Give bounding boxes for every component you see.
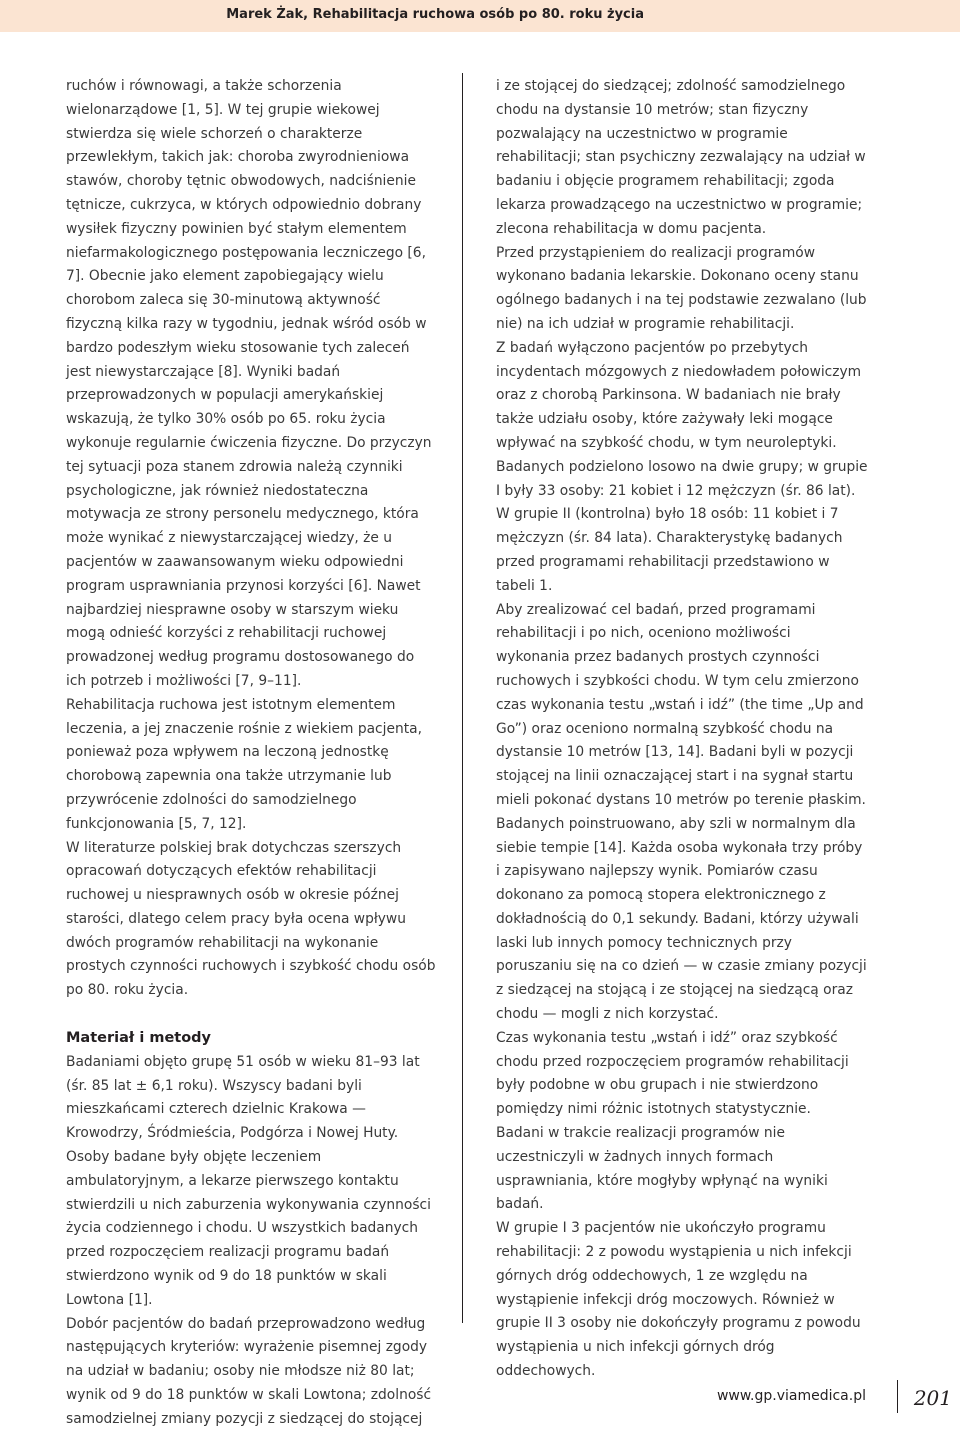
body-paragraph: Badani w trakcie realizacji programów nie uczestniczyli w żadnych innych formach usprawniania, które mogłyby wpłynąć na wyniki badań. bbox=[496, 1125, 828, 1213]
body-paragraph: Rehabilitacja ruchowa jest istotnym elementem leczenia, a jej znaczenie rośnie z wiekiem pacjenta, ponieważ poza wpływem na leczoną jednostkę chorobową zapewnia ona także utrzymanie lub przywrócenie zdolności do samodzielnego funkcjonowania [5, 7, 12]. bbox=[66, 696, 422, 832]
body-paragraph: Czas wykonania testu „wstań i idź” oraz szybkość chodu przed rozpoczęciem programów rehabilitacji były podobne w obu grupach i nie stwierdzono pomiędzy nimi różnic istotnych statystycznie. bbox=[496, 1029, 849, 1118]
body-paragraph: i ze stojącej do siedzącej; zdolność samodzielnego chodu na dystansie 10 metrów; stan fizyczny pozwalający na uczestnictwo w programie rehabilitacji; stan psychiczny zezwalający na udział w badaniu i objęcie programem rehabilitacji; zgoda lekarza prowadzącego na uczestnictwo w programie; zlecona rehabilitacja w domu pacjenta. bbox=[496, 78, 866, 237]
left-text-column bbox=[66, 75, 436, 1432]
running-head-text: Marek Żak, Rehabilitacja ruchowa osób po 80. roku życia bbox=[226, 7, 644, 22]
body-paragraph: ruchów i równowagi, a także schorzenia wielonarządowe [1, 5]. W tej grupie wiekowej stwierdza się wiele schorzeń o charakterze przewlekłym, takich jak: choroba zwyrodnieniowa stawów, choroby tętnic obwodowych, nadciśnienie tętnicze, cukrzyca, w których odpowiednio dobrany wysiłek fizyczny powinien być stałym elementem niefarmakologicznego postępowania leczniczego [6, 7]. Obecnie jako element zapobiegający wielu chorobom zaleca się 30-minutową aktywność fizyczną kilka razy w tygodniu, jednak wśród osób w bardzo podeszłym wieku stosowanie tych zaleceń jest niewystarczające [8]. Wyniki badań przeprowadzonych w populacji amerykańskiej wskazują, że tylko 30% osób po 65. roku życia wykonuje regularnie ćwiczenia fizyczne. Do przyczyn tej sytuacji poza stanem zdrowia należą czynniki psychologiczne, jak również niedostateczna motywacja ze strony personelu medycznego, która może wynikać z niewystarczającej wiedzy, że u pacjentów w zaawansowanym wieku odpowiedni program usprawniania przynosi korzyści [6]. Nawet najbardziej niesprawne osoby w starszym wieku mogą odnieść korzyści z rehabilitacji ruchowej prowadzonej według programu dostosowanego do ich potrzeb i możliwości [7, 9–11]. bbox=[66, 78, 432, 689]
right-text-column bbox=[496, 75, 868, 1384]
body-paragraph: W grupie I 3 pacjentów nie ukończyło programu rehabilitacji: 2 z powodu wystąpienia u nich infekcji górnych dróg oddechowych, 1 ze względu na wystąpienie infekcji dróg moczowych. Również w grupie II 3 osoby nie dokończyły programu z powodu wystąpienia u nich infekcji górnych dróg oddechowych. bbox=[496, 1220, 861, 1380]
section-heading: Materiał i metody bbox=[66, 1030, 211, 1047]
journal-url[interactable]: www.gp.viamedica.pl bbox=[716, 1388, 866, 1404]
body-paragraph: W literaturze polskiej brak dotychczas szerszych opracowań dotyczących efektów rehabilitacji ruchowej u niesprawnych osób w okresie późnej starości, dlatego celem pracy była ocena wpływu dwóch programów rehabilitacji na wykonanie prostych czynności ruchowych i szybkość chodu osób po 80. roku życia. bbox=[66, 839, 436, 999]
body-paragraph: Przed przystąpieniem do realizacji programów wykonano badania lekarskie. Dokonano oceny stanu ogólnego badanych i na tej podstawie zezwalano (lub nie) na ich udział w programie rehabilitacji. bbox=[496, 244, 867, 332]
body-paragraph: Z badań wyłączono pacjentów po przebytych incydentach mózgowych z niedowładem połowiczym oraz z chorobą Parkinsona. W badaniach nie brały także udziału osoby, które zażywały leki mogące wpływać na szybkość chodu, w tym neuroleptyki. bbox=[496, 339, 862, 451]
body-paragraph: Aby zrealizować cel badań, przed programami rehabilitacji i po nich, oceniono możliwości wykonania przez badanych prostych czynności ruchowych i szybkości chodu. W tym celu zmierzono czas wykonania testu „wstań i idź” (the time „Up and Go”) oraz oceniono normalną szybkość chodu na dystansie 10 metrów [13, 14]. Badani byli w pozycji stojącej na linii oznaczającej start i na sygnał startu mieli pokonać dystans 10 metrów po terenie płaskim. Badanych poinstruowano, aby szli w normalnym dla siebie tempie [14]. Każda osoba wykonała trzy próby i zapisywano najlepszy wynik. Pomiarów czasu dokonano za pomocą stopera elektronicznego z dokładnością do 0,1 sekundy. Badani, którzy używali laski lub innych pomocy technicznych przy poruszaniu się na co dzień — w czasie zmiany pozycji z siedzącej na stojącą i ze stojącej na siedzącą oraz chodu — mogli z nich korzystać. bbox=[496, 601, 867, 1023]
body-paragraph: Badaniami objęto grupę 51 osób w wieku 81–93 lat (śr. 85 lat ± 6,1 roku). Wszyscy badani byli mieszkańcami czterech dzielnic Krakowa — Krowodrzy, Śródmieścia, Podgórza i Nowej Huty. Osoby badane były objęte leczeniem ambulatoryjnym, a lekarze pierwszego kontaktu stwierdzili u nich zaburzenia wykonywania czynności życia codziennego i chodu. U wszystkich badanych przed rozpoczęciem realizacji programu badań stwierdzono wynik od 9 do 18 punktów w skali Lowtona [1]. bbox=[66, 1053, 431, 1308]
body-paragraph: Dobór pacjentów do badań przeprowadzono według następujących kryteriów: wyrażenie pisemnej zgody na udział w badaniu; osoby nie młodsze niż 80 lat; wynik od 9 do 18 punktów w skali Lowtona; zdolność samodzielnej zmiany pozycji z siedzącej do stojącej bbox=[66, 1315, 432, 1427]
column-divider bbox=[462, 73, 463, 1323]
body-paragraph: Badanych podzielono losowo na dwie grupy; w grupie I były 33 osoby: 21 kobiet i 12 mężczyzn (śr. 86 lat). W grupie II (kontrolna) było 18 osób: 11 kobiet i 7 mężczyzn (śr. 84 lata). Charakterystykę badanych przed programami rehabilitacji przedstawiono w tabeli 1. bbox=[496, 458, 868, 594]
running-header bbox=[0, 0, 960, 32]
page-number: 201 bbox=[913, 1386, 952, 1410]
footer-divider bbox=[897, 1380, 898, 1413]
